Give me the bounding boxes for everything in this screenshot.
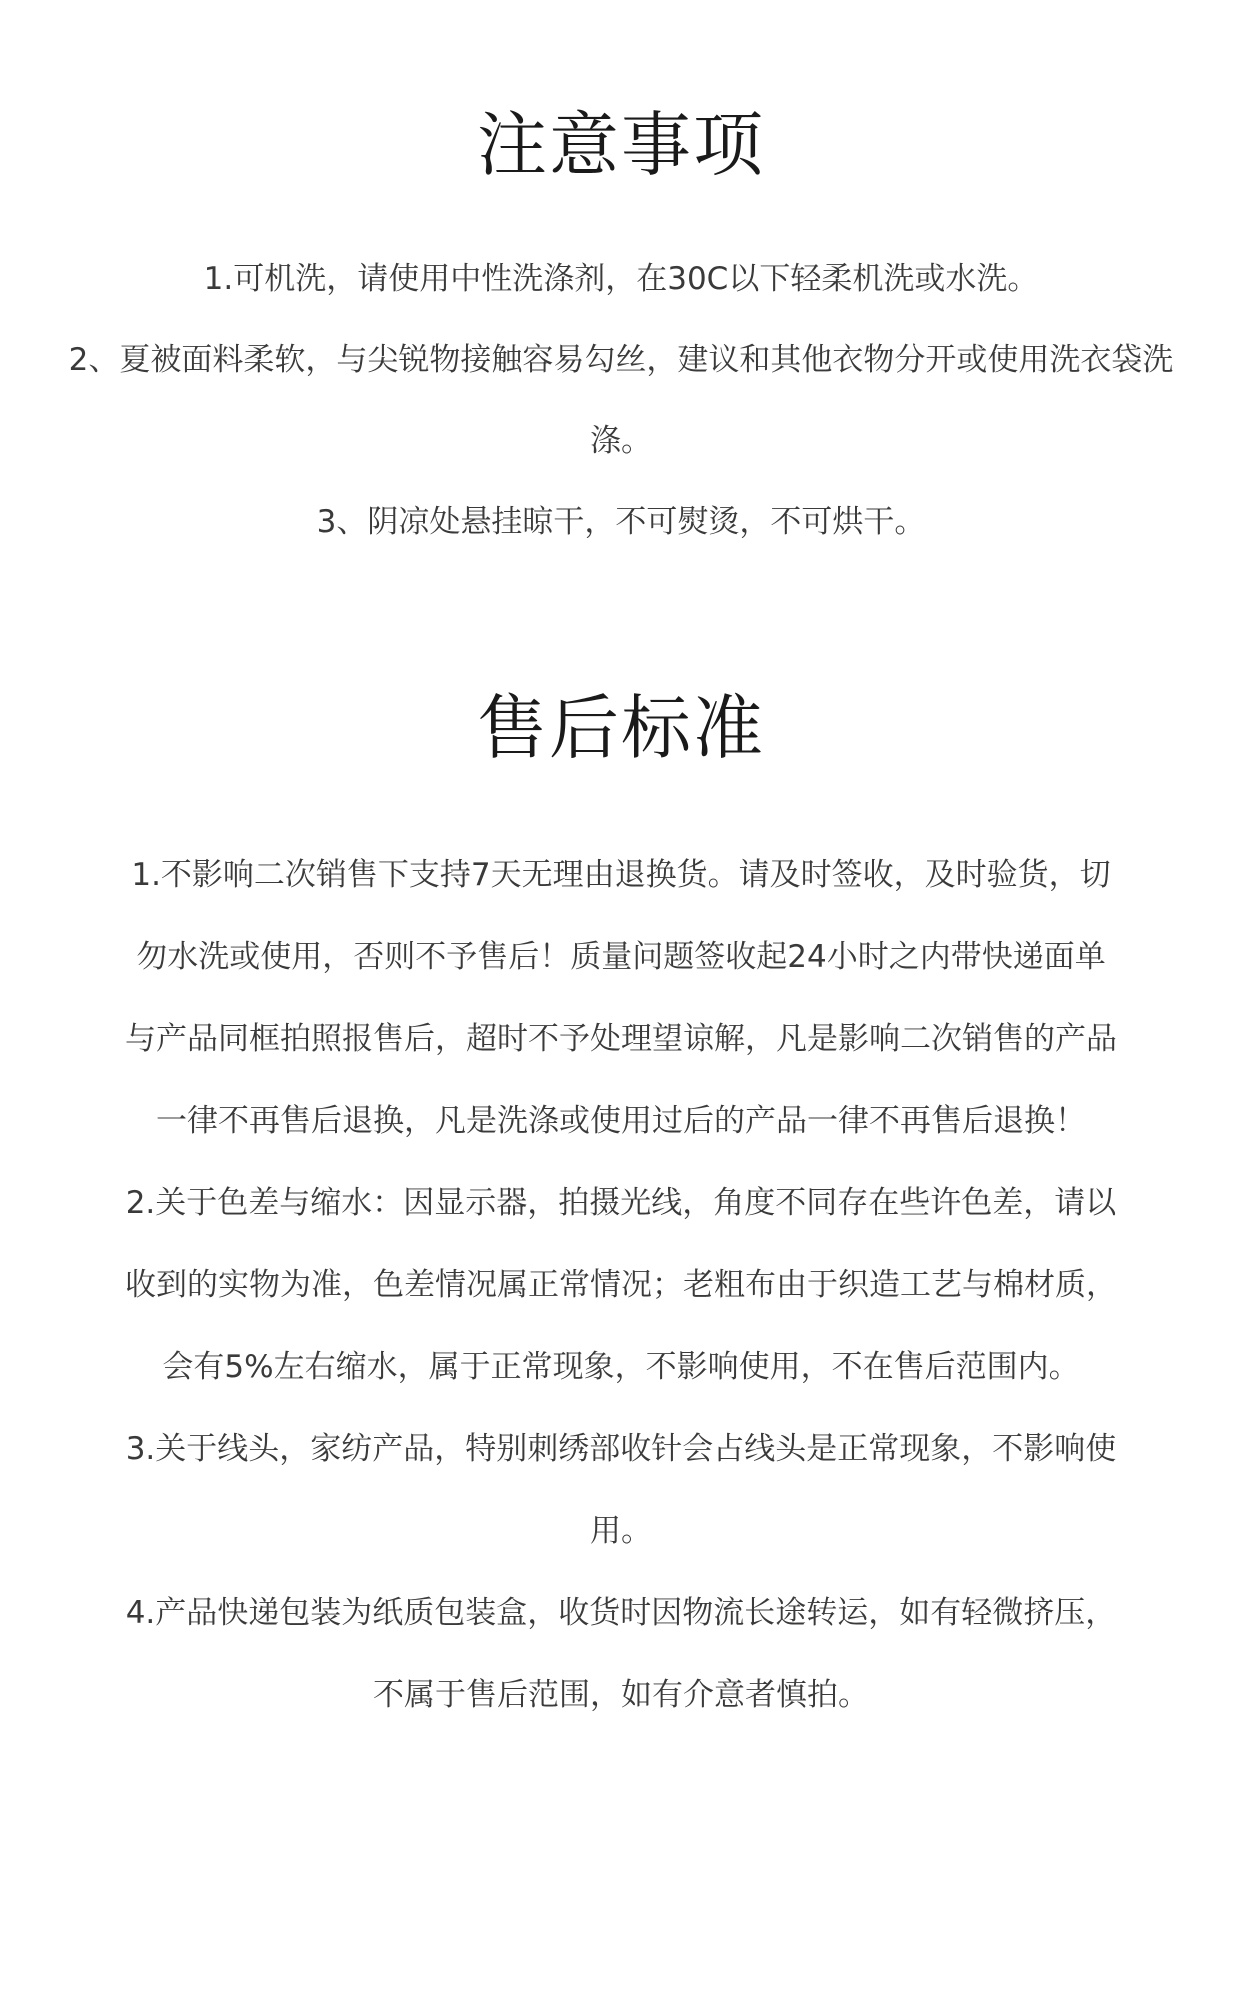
- after-sale-section: [0, 688, 1242, 1736]
- after-sale-item-3: 3.关于线头，家纺产品，特别刺绣部收针会占线头是正常现象，不影响使用。: [125, 1431, 1117, 1549]
- after-sale-item-1: 1.不影响二次销售下支持7天无理由退换货。请及时签收，及时验货，切勿水洗或使用，否则不予售后！质量问题签收起24小时之内带快递面单与产品同框拍照报售后，超时不予处理望谅解，凡是影响二次销售的产品一律不再售后退换，凡是洗涤或使用过后的产品一律不再售后退换！: [125, 857, 1117, 1139]
- care-item-3: 3、阴凉处悬挂晾干，不可熨烫，不可烘干。: [316, 504, 926, 540]
- care-item-1: 1.可机洗，请使用中性洗涤剂，在30C以下轻柔机洗或水洗。: [203, 261, 1039, 297]
- care-instructions-list: [61, 239, 1181, 563]
- after-sale-item-4: 4.产品快递包装为纸质包装盒，收货时因物流长途转运，如有轻微挤压，不属于售后范围，如有介意者慎拍。: [125, 1595, 1117, 1713]
- after-sale-title: 售后标准: [477, 687, 765, 769]
- care-instructions-title: 注意事项: [477, 104, 765, 186]
- after-sale-list: [121, 834, 1121, 1736]
- after-sale-item-2: 2.关于色差与缩水：因显示器，拍摄光线，角度不同存在些许色差，请以收到的实物为准，色差情况属正常情况；老粗布由于织造工艺与棉材质，会有5%左右缩水，属于正常现象，不影响使用，不在售后范围内。: [125, 1185, 1117, 1385]
- care-item-2: 2、夏被面料柔软，与尖锐物接触容易勾丝，建议和其他衣物分开或使用洗衣袋洗涤。: [68, 342, 1174, 459]
- care-instructions-section: [0, 105, 1242, 563]
